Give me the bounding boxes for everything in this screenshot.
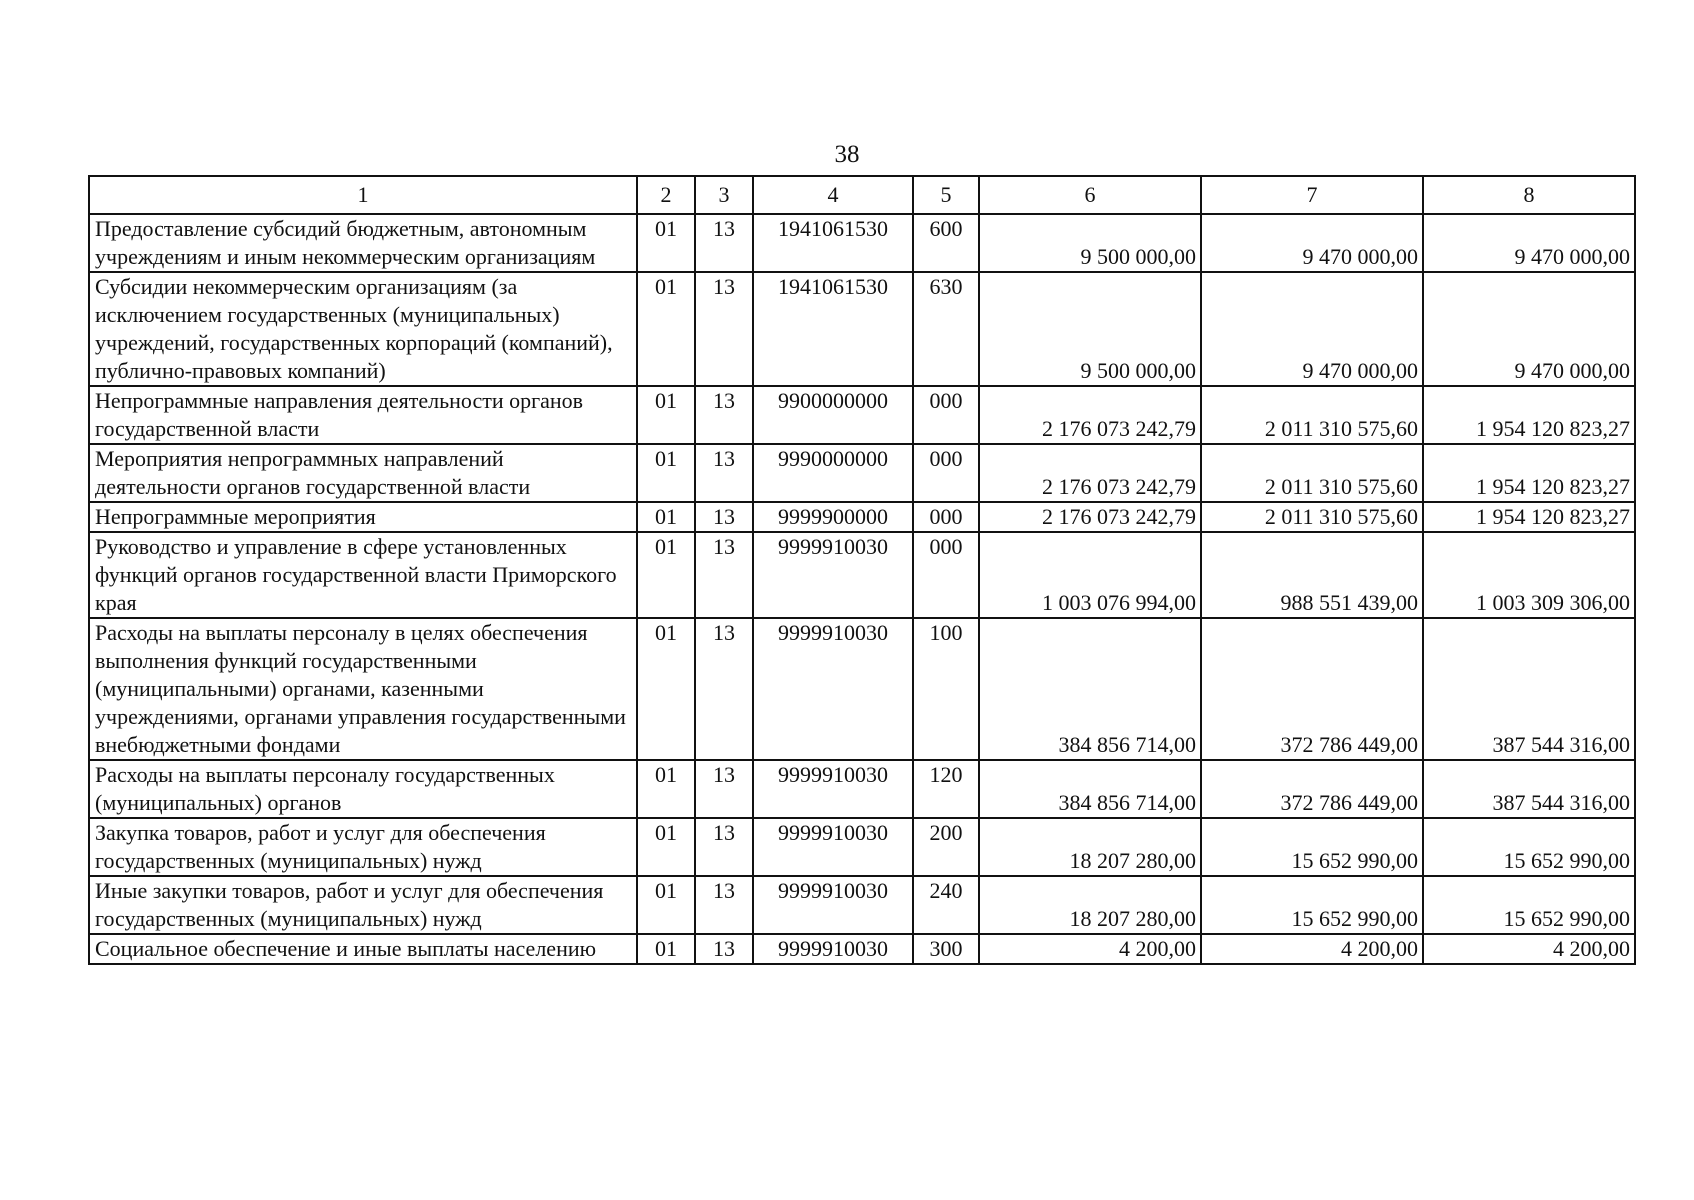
column-header: 5 xyxy=(913,176,979,214)
column-header: 1 xyxy=(89,176,637,214)
expense-type-cell: 000 xyxy=(913,502,979,532)
subsection-code-cell: 13 xyxy=(695,876,753,934)
expense-name-cell: Руководство и управление в сфере установленных функций органов государственной власти Приморского края xyxy=(89,532,637,618)
target-article-cell: 1941061530 xyxy=(753,214,913,272)
expense-type-cell: 000 xyxy=(913,444,979,502)
amount-col7-cell: 15 652 990,00 xyxy=(1201,876,1423,934)
subsection-code-cell: 13 xyxy=(695,386,753,444)
amount-col7-cell: 4 200,00 xyxy=(1201,934,1423,964)
amount-col7-cell: 372 786 449,00 xyxy=(1201,618,1423,760)
column-header: 7 xyxy=(1201,176,1423,214)
target-article-cell: 9999910030 xyxy=(753,934,913,964)
amount-col6-cell: 18 207 280,00 xyxy=(979,818,1201,876)
section-code-cell: 01 xyxy=(637,386,695,444)
subsection-code-cell: 13 xyxy=(695,760,753,818)
amount-col8-cell: 15 652 990,00 xyxy=(1423,818,1635,876)
target-article-cell: 9999910030 xyxy=(753,818,913,876)
expense-name-cell: Мероприятия непрограммных направлений деятельности органов государственной власти xyxy=(89,444,637,502)
expense-type-cell: 300 xyxy=(913,934,979,964)
table-row xyxy=(89,876,1635,934)
amount-col6-cell: 2 176 073 242,79 xyxy=(979,502,1201,532)
amount-col8-cell: 1 954 120 823,27 xyxy=(1423,386,1635,444)
amount-col8-cell: 9 470 000,00 xyxy=(1423,214,1635,272)
table-row xyxy=(89,818,1635,876)
budget-table xyxy=(88,175,1636,965)
target-article-cell: 1941061530 xyxy=(753,272,913,386)
amount-col8-cell: 1 954 120 823,27 xyxy=(1423,444,1635,502)
amount-col6-cell: 2 176 073 242,79 xyxy=(979,386,1201,444)
section-code-cell: 01 xyxy=(637,818,695,876)
section-code-cell: 01 xyxy=(637,444,695,502)
page-number: 38 xyxy=(834,141,860,168)
subsection-code-cell: 13 xyxy=(695,502,753,532)
expense-name-cell: Социальное обеспечение и иные выплаты населению xyxy=(89,934,637,964)
subsection-code-cell: 13 xyxy=(695,934,753,964)
amount-col7-cell: 15 652 990,00 xyxy=(1201,818,1423,876)
expense-type-cell: 100 xyxy=(913,618,979,760)
table-row xyxy=(89,618,1635,760)
subsection-code-cell: 13 xyxy=(695,444,753,502)
table-row xyxy=(89,272,1635,386)
target-article-cell: 9990000000 xyxy=(753,444,913,502)
table-row xyxy=(89,214,1635,272)
expense-name-cell: Расходы на выплаты персоналу государственных (муниципальных) органов xyxy=(89,760,637,818)
column-header: 2 xyxy=(637,176,695,214)
section-code-cell: 01 xyxy=(637,618,695,760)
expense-name-cell: Непрограммные мероприятия xyxy=(89,502,637,532)
subsection-code-cell: 13 xyxy=(695,532,753,618)
target-article-cell: 9999910030 xyxy=(753,532,913,618)
target-article-cell: 9999910030 xyxy=(753,760,913,818)
column-header: 8 xyxy=(1423,176,1635,214)
table-row xyxy=(89,760,1635,818)
expense-name-cell: Непрограммные направления деятельности органов государственной власти xyxy=(89,386,637,444)
amount-col7-cell: 988 551 439,00 xyxy=(1201,532,1423,618)
section-code-cell: 01 xyxy=(637,214,695,272)
expense-name-cell: Субсидии некоммерческим организациям (за исключением государственных (муниципальных) учреждений, государственных корпораций (компаний), публично-правовых компаний) xyxy=(89,272,637,386)
expense-type-cell: 600 xyxy=(913,214,979,272)
target-article-cell: 9999900000 xyxy=(753,502,913,532)
amount-col7-cell: 2 011 310 575,60 xyxy=(1201,502,1423,532)
amount-col8-cell: 1 003 309 306,00 xyxy=(1423,532,1635,618)
table-row xyxy=(89,386,1635,444)
amount-col8-cell: 387 544 316,00 xyxy=(1423,618,1635,760)
amount-col6-cell: 4 200,00 xyxy=(979,934,1201,964)
subsection-code-cell: 13 xyxy=(695,214,753,272)
amount-col8-cell: 387 544 316,00 xyxy=(1423,760,1635,818)
amount-col8-cell: 4 200,00 xyxy=(1423,934,1635,964)
section-code-cell: 01 xyxy=(637,532,695,618)
amount-col7-cell: 2 011 310 575,60 xyxy=(1201,386,1423,444)
subsection-code-cell: 13 xyxy=(695,818,753,876)
table-row xyxy=(89,934,1635,964)
target-article-cell: 9900000000 xyxy=(753,386,913,444)
expense-type-cell: 240 xyxy=(913,876,979,934)
expense-type-cell: 120 xyxy=(913,760,979,818)
amount-col6-cell: 384 856 714,00 xyxy=(979,760,1201,818)
column-header: 6 xyxy=(979,176,1201,214)
target-article-cell: 9999910030 xyxy=(753,618,913,760)
amount-col6-cell: 9 500 000,00 xyxy=(979,272,1201,386)
column-header: 4 xyxy=(753,176,913,214)
amount-col6-cell: 18 207 280,00 xyxy=(979,876,1201,934)
section-code-cell: 01 xyxy=(637,876,695,934)
amount-col8-cell: 9 470 000,00 xyxy=(1423,272,1635,386)
expense-type-cell: 000 xyxy=(913,532,979,618)
table-row xyxy=(89,532,1635,618)
section-code-cell: 01 xyxy=(637,934,695,964)
expense-type-cell: 630 xyxy=(913,272,979,386)
expense-type-cell: 000 xyxy=(913,386,979,444)
table-row xyxy=(89,502,1635,532)
expense-name-cell: Иные закупки товаров, работ и услуг для обеспечения государственных (муниципальных) нужд xyxy=(89,876,637,934)
target-article-cell: 9999910030 xyxy=(753,876,913,934)
column-number-row xyxy=(89,176,1635,214)
amount-col6-cell: 2 176 073 242,79 xyxy=(979,444,1201,502)
amount-col8-cell: 1 954 120 823,27 xyxy=(1423,502,1635,532)
amount-col7-cell: 372 786 449,00 xyxy=(1201,760,1423,818)
expense-name-cell: Расходы на выплаты персоналу в целях обеспечения выполнения функций государственными (муниципальными) органами, казенными учреждениями, органами управления государственными внебюджетными фондами xyxy=(89,618,637,760)
subsection-code-cell: 13 xyxy=(695,272,753,386)
column-header: 3 xyxy=(695,176,753,214)
expense-name-cell: Закупка товаров, работ и услуг для обеспечения государственных (муниципальных) нужд xyxy=(89,818,637,876)
amount-col7-cell: 9 470 000,00 xyxy=(1201,214,1423,272)
amount-col7-cell: 2 011 310 575,60 xyxy=(1201,444,1423,502)
expense-name-cell: Предоставление субсидий бюджетным, автономным учреждениям и иным некоммерческим организациям xyxy=(89,214,637,272)
section-code-cell: 01 xyxy=(637,502,695,532)
table-row xyxy=(89,444,1635,502)
section-code-cell: 01 xyxy=(637,760,695,818)
section-code-cell: 01 xyxy=(637,272,695,386)
amount-col7-cell: 9 470 000,00 xyxy=(1201,272,1423,386)
amount-col8-cell: 15 652 990,00 xyxy=(1423,876,1635,934)
amount-col6-cell: 384 856 714,00 xyxy=(979,618,1201,760)
amount-col6-cell: 9 500 000,00 xyxy=(979,214,1201,272)
amount-col6-cell: 1 003 076 994,00 xyxy=(979,532,1201,618)
subsection-code-cell: 13 xyxy=(695,618,753,760)
expense-type-cell: 200 xyxy=(913,818,979,876)
